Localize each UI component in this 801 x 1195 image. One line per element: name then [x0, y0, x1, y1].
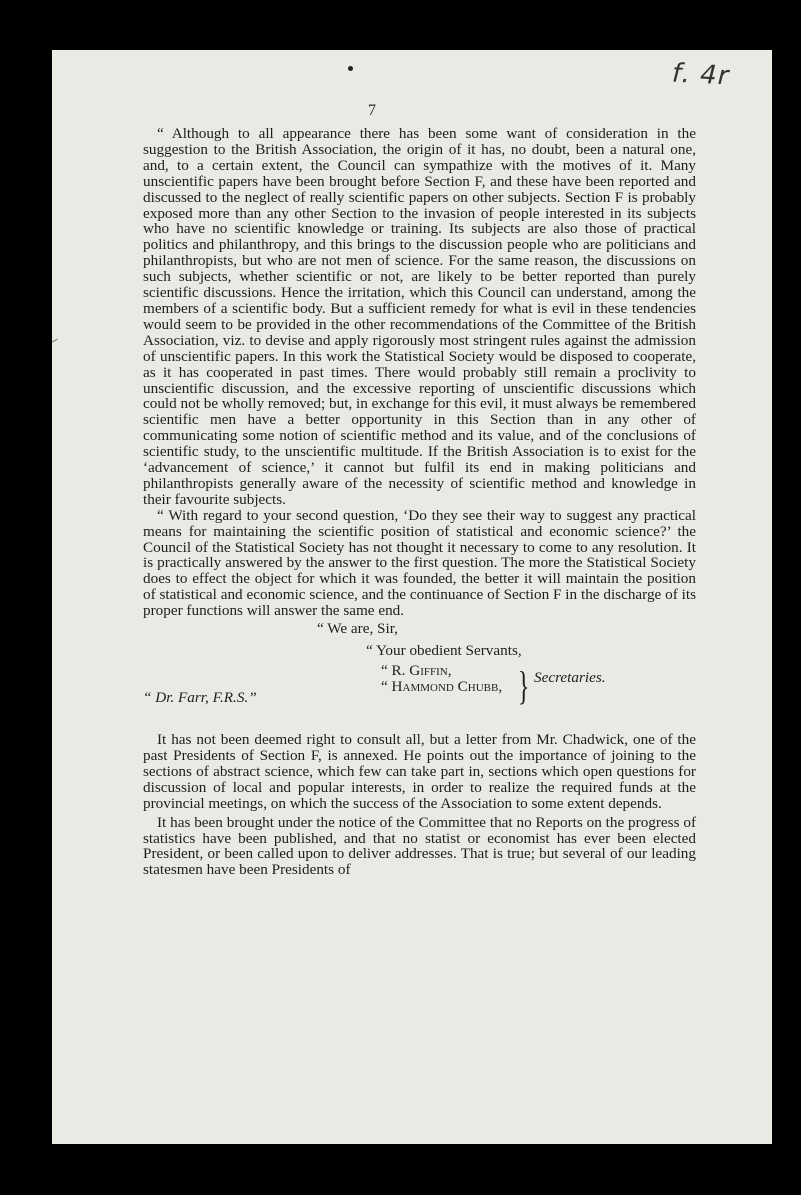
closing: “ Your obedient Servants,	[366, 642, 522, 660]
body-text	[143, 126, 696, 878]
salutation: “ We are, Sir,	[317, 620, 398, 638]
paragraph-council-response: “ Although to all appearance there has been some want of consideration in the suggestion to the British Association, the origin of it has, no doubt, been a natural one, and, to a certain extent, the Council can sympathize with the motives of it. Many unscientific papers have been brought before Section F, and these have been reported and discussed to the neglect of really scientific papers on other subjects. Section F is probably exposed more than any other Section to the invasion of people interested in its subjects who have no scientific knowledge or training. Its subjects are also those of practical politics and philanthropy, and this brings to the discussion people who are politicians and philanthropists, but who are not men of science. For the same reason, the discussions on such subjects, whether scientific or not, are likely to be better reported than purely scientific discussions. Hence the irritation, which this Council can understand, among the members of a scientific body. But a sufficient remedy for what is evil in these tendencies would seem to be provided in the other recommendations of the Committee of the British Association, viz. to devise and apply rigorously most stringent rules against the admission of unscientific papers. In this work the Statistical Society would be disposed to cooperate, as it has cooperated in past times. There would probably still remain a proclivity to unscientific discussion, and the excessive reporting of unscientific discussions which could not be wholly removed; but, in exchange for this evil, it must always be remembered scientific men have a better opportunity in this Section than in any other of communicating some notion of scientific method and its value, and of the conclusions of scientific study, to the unscientific multitude. If the British Association is to exist for the ‘advancement of science,’ it cannot but fulfil its end in making politicians and philanthropists generally aware of the necessity of scientific method and knowledge in their favourite subjects.	[143, 125, 696, 508]
brace: }	[517, 663, 530, 709]
paragraph-chadwick-letter: It has not been deemed right to consult all, but a letter from Mr. Chadwick, one of the past Presidents of Section F, is annexed. He points out the importance of joining to the sections of abstract science, which few can take part in, sections which open questions for discussion of local and popular interests, in order to realize the required funds at the provincial meetings, on which the success of the Association to some extent depends.	[143, 731, 696, 812]
ink-dot	[348, 66, 353, 71]
paragraph-second-question: “ With regard to your second question, ‘Do they see their way to suggest any practical means for maintaining the scientific position of statistical and economic science?’ the Council of the Statistical Society has not thought it necessary to come to any resolution. It is practically answered by the answer to the first question. The more the Statistical Society does to effect the object for which it was founded, the better it will maintain the position of statistical and economic science, and the continuance of Section F in the discharge of its proper functions will answer the same end.	[143, 506, 696, 620]
handwritten-folio-mark: f. 4r	[671, 58, 731, 92]
page-number: 7	[368, 102, 376, 119]
signatory-giffin: “ R. Giffin,	[381, 662, 452, 680]
secretaries-label: Secretaries.	[534, 669, 606, 687]
margin-mark	[52, 334, 58, 344]
signatory-chubb: “ Hammond Chubb,	[381, 678, 503, 696]
paragraph-reports-on-statistics: It has been brought under the notice of the Committee that no Reports on the progress of statistics have been published, and that no statist or economist has ever been elected President, or been called upon to deliver addresses. That is true; but several of our leading statesmen have been Presidents of	[143, 813, 696, 879]
document-page	[52, 50, 772, 1144]
signature-block	[143, 619, 696, 724]
addressee: “ Dr. Farr, F.R.S.”	[143, 689, 257, 707]
